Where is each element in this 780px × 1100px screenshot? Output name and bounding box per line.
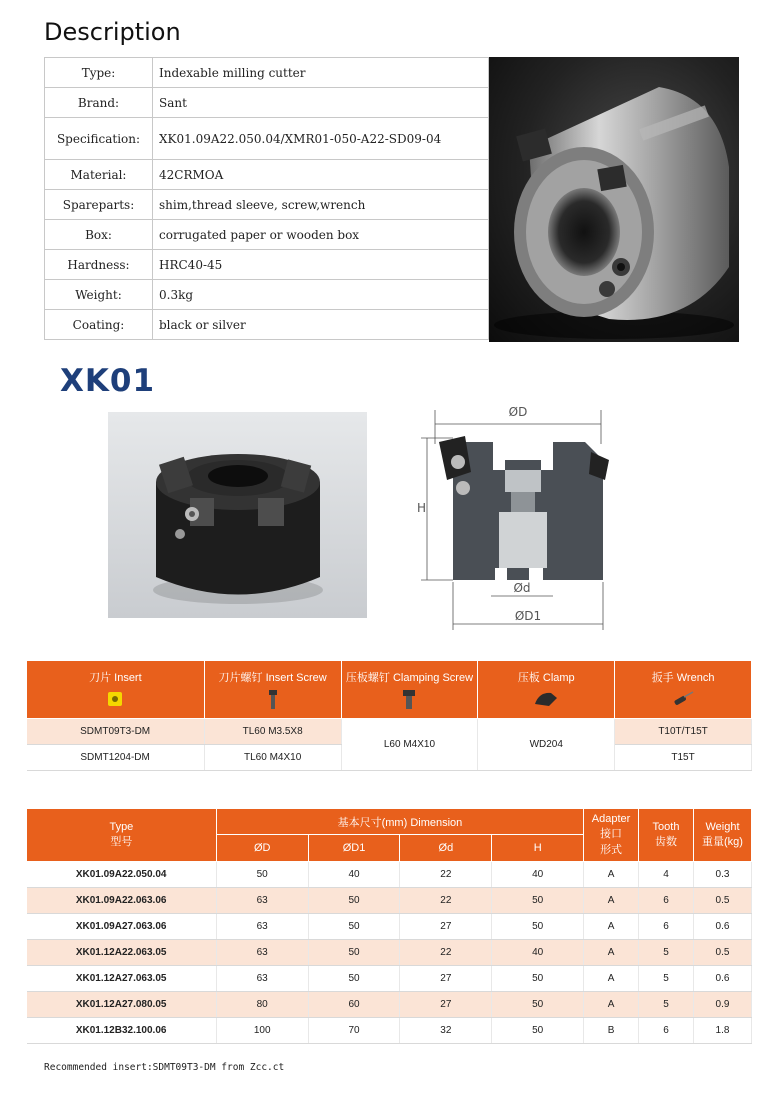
header-clamp: 压板 Clamp [478,661,615,719]
cell-d: 63 [216,940,308,966]
cell-d: 50 [216,862,308,888]
header-clamping-screw: 压板螺钉 Clamping Screw [341,661,478,719]
cell-weight: 0.6 [693,914,751,940]
model-title: XK01 [60,363,156,399]
cell-weight: 0.5 [693,940,751,966]
spec-row [45,88,489,118]
header-small-d: Ød [400,835,492,862]
screw-icon [402,690,416,710]
header-tooth: Tooth 齿数 [639,809,694,862]
spec-key: Type: [45,58,153,88]
spec-value: Indexable milling cutter [153,58,489,88]
cell-d: 27 [400,966,492,992]
cutter-render-image [108,412,367,618]
cell-type: XK01.12B32.100.06 [27,1018,217,1044]
cell-h: 50 [492,966,584,992]
spec-row [45,310,489,340]
spec-key: Weight: [45,280,153,310]
table-row [27,888,752,914]
cell-adapter: A [584,966,639,992]
spec-row [45,280,489,310]
header-dimension: 基本尺寸(mm) Dimension [216,809,583,835]
table-row [27,966,752,992]
cell-weight: 0.3 [693,862,751,888]
header-h: H [492,835,584,862]
description-heading: Description [44,18,181,46]
cell-d1: 40 [308,862,400,888]
table-row [27,992,752,1018]
clamp-icon [533,690,559,708]
product-photo [489,57,739,342]
cell-d1: 60 [308,992,400,1018]
header-d: ØD [216,835,308,862]
dim-label-d: ØD [508,405,528,419]
cell-h: 40 [492,862,584,888]
cell-tooth: 5 [639,966,694,992]
cutter-3d-render [108,412,367,618]
clamping-screw-cell: L60 M4X10 [341,719,478,771]
header-insert: 刀片 Insert [27,661,205,719]
cell-tooth: 5 [639,992,694,1018]
spec-value: shim,thread sleeve, screw,wrench [153,190,489,220]
cell-type: XK01.12A27.080.05 [27,992,217,1018]
spec-value: HRC40-45 [153,250,489,280]
cell-d: 22 [400,888,492,914]
cell-adapter: A [584,862,639,888]
spec-value: 42CRMOA [153,160,489,190]
spec-row [45,160,489,190]
cross-section-drawing [413,400,613,635]
spec-row [45,220,489,250]
cell-weight: 0.5 [693,888,751,914]
cell-type: XK01.09A22.050.04 [27,862,217,888]
cell-d: 27 [400,914,492,940]
cell-weight: 0.6 [693,966,751,992]
spec-row [45,58,489,88]
cell-d1: 50 [308,966,400,992]
spec-row [45,118,489,160]
screw-icon [267,690,279,710]
cell-adapter: A [584,992,639,1018]
cell-h: 50 [492,992,584,1018]
spec-row [45,250,489,280]
accessories-table [26,660,752,771]
spec-value: Sant [153,88,489,118]
table-row [27,862,752,888]
spec-table [44,57,489,340]
cell-h: 40 [492,940,584,966]
header-insert-screw: 刀片螺钉 Insert Screw [204,661,341,719]
spec-value: 0.3kg [153,280,489,310]
cell-type: XK01.12A22.063.05 [27,940,217,966]
cell-d: 100 [216,1018,308,1044]
spec-key: Box: [45,220,153,250]
insert-cell: SDMT09T3-DM [27,719,205,745]
spec-value: XK01.09A22.050.04/XMR01-050-A22-SD09-04 [153,118,489,160]
cell-type: XK01.09A22.063.06 [27,888,217,914]
header-d1: ØD1 [308,835,400,862]
cell-weight: 0.9 [693,992,751,1018]
cell-h: 50 [492,1018,584,1044]
insert-cell: SDMT1204-DM [27,745,205,771]
insert-screw-cell: TL60 M4X10 [204,745,341,771]
cell-d: 63 [216,966,308,992]
dimension-table [26,808,752,1044]
header-weight: Weight 重量(kg) [693,809,751,862]
cell-d1: 70 [308,1018,400,1044]
dim-label-d-small: Ød [513,581,531,595]
recommended-insert-note: Recommended insert:SDMT09T3-DM from Zcc.ct [44,1062,285,1073]
cell-d: 27 [400,992,492,1018]
cell-tooth: 4 [639,862,694,888]
cell-d: 22 [400,862,492,888]
spec-value: black or silver [153,310,489,340]
wrench-cell: T10T/T15T [615,719,752,745]
cell-tooth: 6 [639,914,694,940]
dim-label-h: H [417,501,427,515]
header-adapter: Adapter 接口 形式 [584,809,639,862]
milling-cutter-photo-image [489,57,739,342]
wrench-icon [672,690,694,708]
cell-adapter: A [584,888,639,914]
spec-value: corrugated paper or wooden box [153,220,489,250]
spec-row [45,190,489,220]
table-row [27,940,752,966]
cell-d: 80 [216,992,308,1018]
spec-key: Coating: [45,310,153,340]
cell-tooth: 6 [639,888,694,914]
cell-type: XK01.09A27.063.06 [27,914,217,940]
cell-d: 22 [400,940,492,966]
cell-h: 50 [492,888,584,914]
cell-d1: 50 [308,940,400,966]
cell-d1: 50 [308,914,400,940]
cell-weight: 1.8 [693,1018,751,1044]
spec-key: Hardness: [45,250,153,280]
header-type: Type 型号 [27,809,217,862]
cell-tooth: 5 [639,940,694,966]
cell-adapter: B [584,1018,639,1044]
spec-key: Brand: [45,88,153,118]
cell-d: 63 [216,914,308,940]
cross-section-image [413,400,613,635]
wrench-cell: T15T [615,745,752,771]
table-row [27,1018,752,1044]
table-row [27,914,752,940]
insert-icon [106,690,124,708]
spec-key: Spareparts: [45,190,153,220]
spec-key: Specification: [45,118,153,160]
cell-d: 63 [216,888,308,914]
cell-h: 50 [492,914,584,940]
dim-label-d1: ØD1 [514,609,542,623]
cell-tooth: 6 [639,1018,694,1044]
cell-d1: 50 [308,888,400,914]
cell-adapter: A [584,914,639,940]
insert-screw-cell: TL60 M3.5X8 [204,719,341,745]
spec-key: Material: [45,160,153,190]
cell-adapter: A [584,940,639,966]
cell-d: 32 [400,1018,492,1044]
cell-type: XK01.12A27.063.05 [27,966,217,992]
header-wrench: 扳手 Wrench [615,661,752,719]
clamp-cell: WD204 [478,719,615,771]
